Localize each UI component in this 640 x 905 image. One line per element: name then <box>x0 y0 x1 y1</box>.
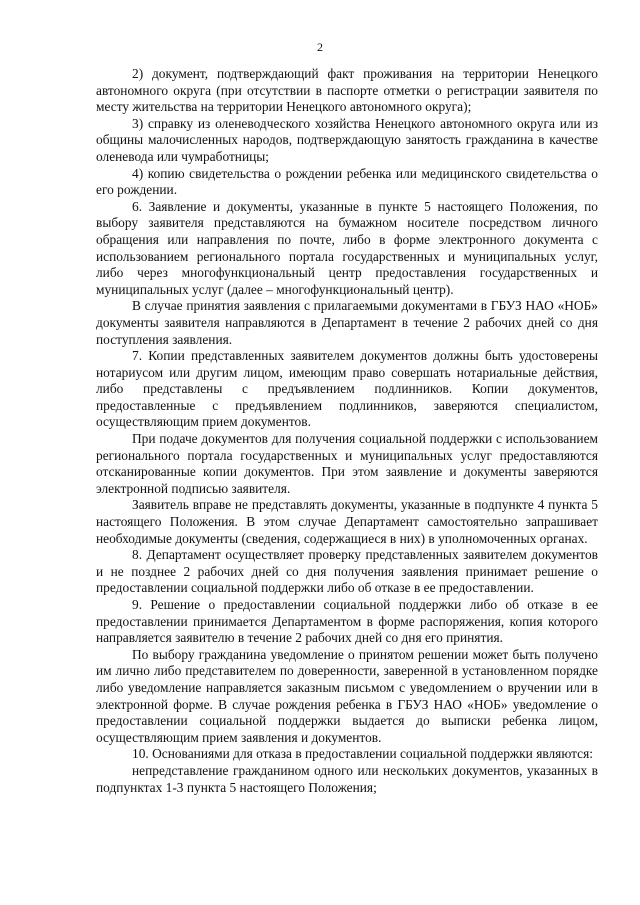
paragraph-doc-residence: 2) документ, подтверждающий факт проживания на территории Ненецкого автономного округа (при отсутствии в паспорте отметки о регистрации заявителя по месту жительства на территории Ненецкого автономного округа); <box>96 66 598 115</box>
document-body <box>96 66 598 796</box>
paragraph-item-7: 7. Копии представленных заявителем документов должны быть удостоверены нотариусом или другим лицом, имеющим право совершать нотариальные действия, либо представлены с предъявлением подлинников. Копии документов, предоставленные с предъявлением подлинников, заверяются специалистом, осуществляющим прием документов. <box>96 348 598 430</box>
paragraph-item-7-portal: При подаче документов для получения социальной поддержки с использованием регионального портала государственных и муниципальных услуг предоставляются отсканированные копии документов. При этом заявление и документы заверяются электронной подписью заявителя. <box>96 431 598 496</box>
paragraph-item-9: 9. Решение о предоставлении социальной поддержки либо об отказе в ее предоставлении принимается Департаментом в форме распоряжения, копия которого направляется заявителю в течение 2 рабочих дней со дня его принятия. <box>96 597 598 646</box>
paragraph-item-10-reason-1: непредставление гражданином одного или нескольких документов, указанных в подпунктах 1-3 пункта 5 настоящего Положения; <box>96 762 598 795</box>
paragraph-item-7-optional-docs: Заявитель вправе не представлять документы, указанные в подпункте 4 пункта 5 настоящего Положения. В этом случае Департамент самостоятельно запрашивает необходимые документы (сведения, содержащиеся в них) в уполномоченных органах. <box>96 497 598 546</box>
paragraph-item-6-hospital: В случае принятия заявления с прилагаемыми документами в ГБУЗ НАО «НОБ» документы заявителя направляются в Департамент в течение 2 рабочих дней со дня поступления заявления. <box>96 298 598 347</box>
paragraph-reindeer-certificate: 3) справку из оленеводческого хозяйства Ненецкого автономного округа или из общины малочисленных народов, подтверждающую занятость гражданина в качестве оленевода или чумработницы; <box>96 115 598 164</box>
paragraph-item-6: 6. Заявление и документы, указанные в пункте 5 настоящего Положения, по выбору заявителя представляются на бумажном носителе посредством личного обращения или направления по почте, либо в форме электронного документа с использованием регионального портала государственных и муниципальных услуг, либо через многофункциональный центр предоставления государственных и муниципальных услуг (далее – многофункциональный центр). <box>96 198 598 297</box>
paragraph-birth-certificate: 4) копию свидетельства о рождении ребенка или медицинского свидетельства о его рождении. <box>96 165 598 198</box>
paragraph-item-9-notification: По выбору гражданина уведомление о принятом решении может быть получено им лично либо представителем по доверенности, заверенной в установленном порядке либо уведомление направляется заказным письмом с уведомлением о вручении или в электронной форме. В случае рождения ребенка в ГБУЗ НАО «НОБ» уведомление о предоставлении социальной поддержки выдается до выписки ребенка лицом, осуществляющим прием заявления и документов. <box>96 646 598 745</box>
paragraph-item-8: 8. Департамент осуществляет проверку представленных заявителем документов и не позднее 2 рабочих дней со дня получения заявления принимает решение о предоставлении социальной поддержки либо об отказе в ее предоставлении. <box>96 547 598 596</box>
paragraph-item-10: 10. Основаниями для отказа в предоставлении социальной поддержки являются: <box>132 746 594 762</box>
page-number: 2 <box>317 40 323 54</box>
